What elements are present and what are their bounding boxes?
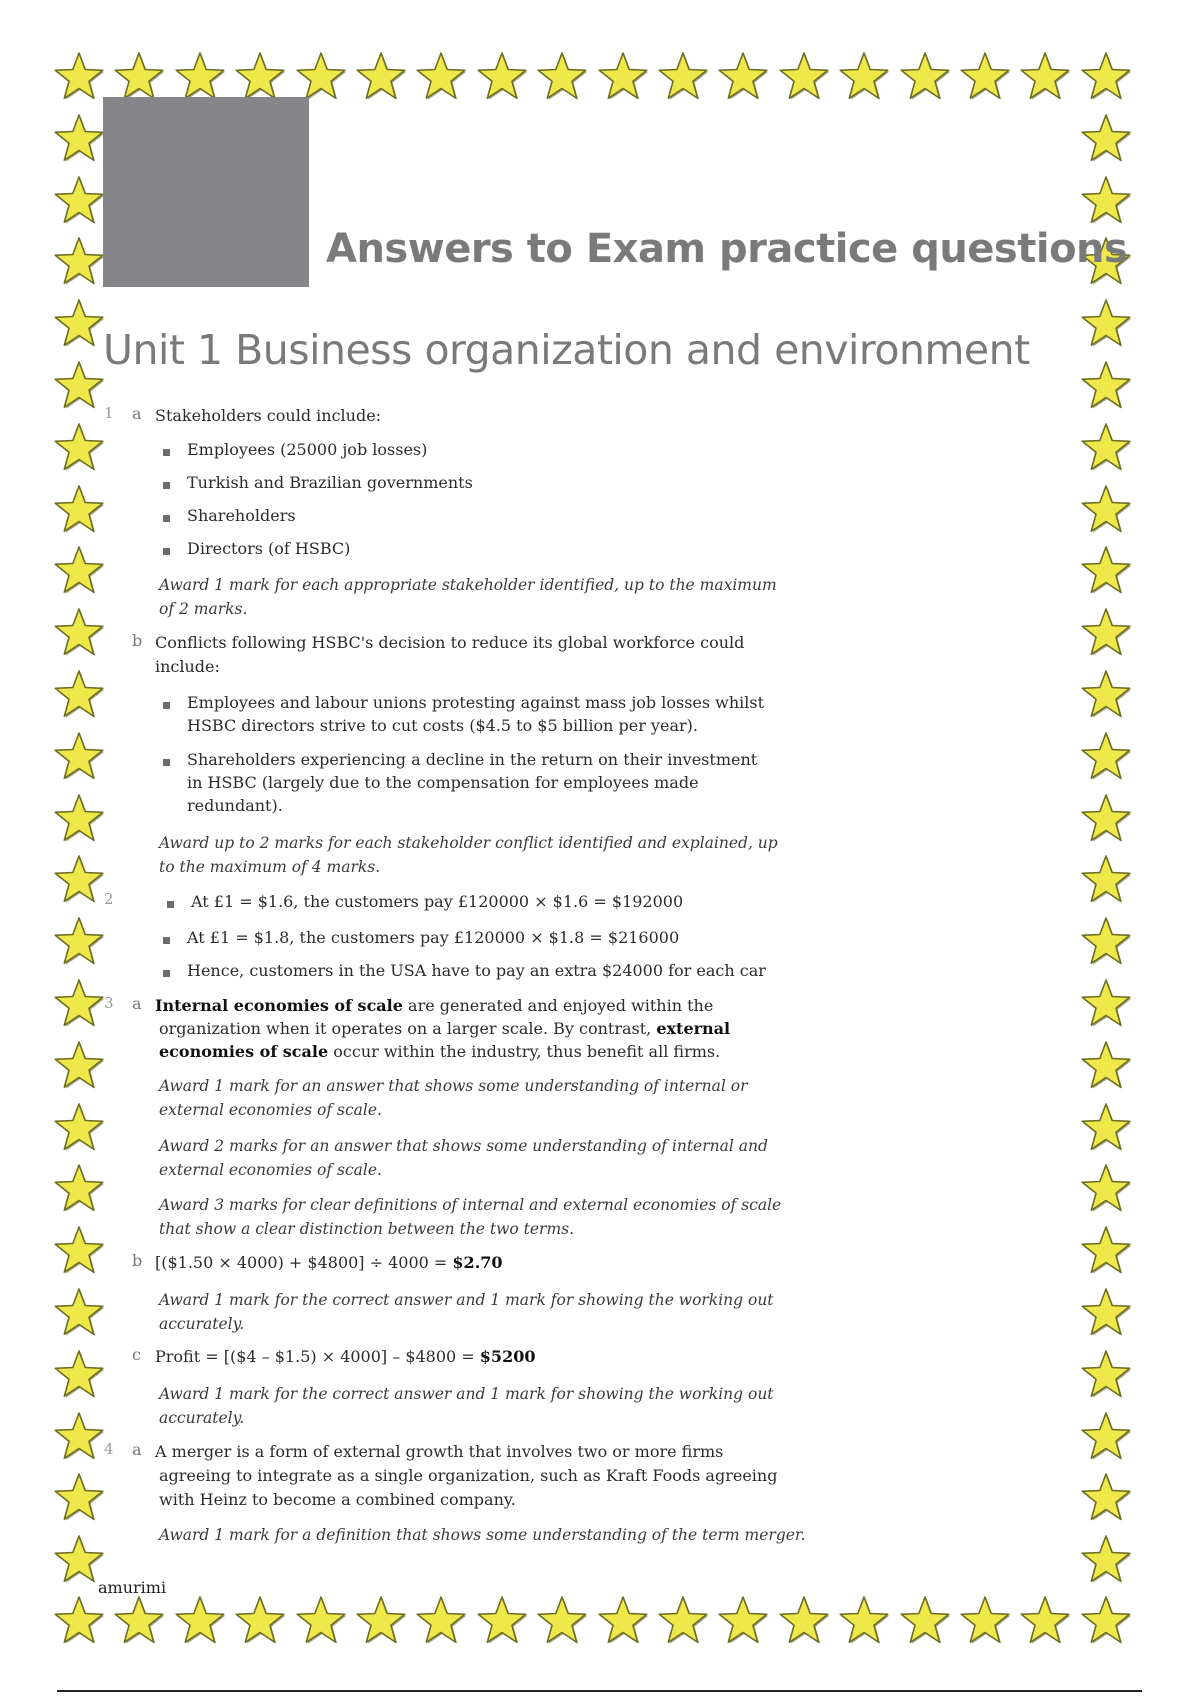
star-icon (1079, 668, 1133, 722)
star-icon (52, 544, 106, 598)
q4a-line: agreeing to integrate as a single organization, such as Kraft Foods agreeing (159, 1466, 778, 1485)
q1b-intro: include: (155, 657, 220, 676)
star-icon (52, 1224, 106, 1278)
star-icon (294, 50, 348, 104)
star-icon (535, 1594, 589, 1648)
star-icon (173, 1594, 227, 1648)
part-label-3c: c (132, 1345, 141, 1364)
star-icon (414, 1594, 468, 1648)
star-icon (535, 50, 589, 104)
marking-note: that show a clear distinction between the two terms. (159, 1220, 575, 1238)
q3a-line (159, 1040, 720, 1064)
q3b-answer: $2.70 (452, 1253, 503, 1272)
star-icon (294, 1594, 348, 1648)
marking-note: Award 1 mark for an answer that shows some understanding of internal or (159, 1077, 748, 1095)
q1b-bullet: redundant). (187, 796, 283, 815)
star-icon (173, 50, 227, 104)
star-icon (112, 50, 166, 104)
marking-note: Award 1 mark for each appropriate stakeholder identified, up to the maximum (159, 576, 777, 594)
term-internal-economies: Internal economies of scale (155, 996, 403, 1015)
star-icon (52, 421, 106, 475)
star-icon (898, 1594, 952, 1648)
star-icon (1079, 853, 1133, 907)
star-icon (52, 50, 106, 104)
marking-note: accurately. (159, 1315, 245, 1333)
star-icon (52, 1101, 106, 1155)
q3c-text: Profit = [($4 – $1.5) × 4000] – $4800 = (155, 1347, 480, 1366)
star-icon (1079, 483, 1133, 537)
marking-note: Award 1 mark for the correct answer and 1 mark for showing the working out (159, 1385, 774, 1403)
star-icon (52, 1348, 106, 1402)
star-icon (52, 174, 106, 228)
star-icon (1079, 792, 1133, 846)
star-icon (1079, 112, 1133, 166)
marking-note: to the maximum of 4 marks. (159, 858, 381, 876)
star-icon (656, 1594, 710, 1648)
bullet-marker (163, 759, 170, 766)
marking-note: external economies of scale. (159, 1101, 382, 1119)
star-icon (52, 977, 106, 1031)
q3c-calculation (155, 1345, 535, 1369)
part-label-1a: a (132, 404, 142, 423)
question-number-2: 2 (104, 890, 114, 908)
marking-note: Award up to 2 marks for each stakeholder conflict identified and explained, up (159, 834, 778, 852)
star-icon (1079, 1162, 1133, 1216)
star-icon (52, 1594, 106, 1648)
bullet-marker (163, 937, 170, 944)
star-icon (1079, 174, 1133, 228)
part-label-4a: a (132, 1440, 142, 1459)
star-icon (1079, 730, 1133, 784)
star-icon (52, 1162, 106, 1216)
author-name: amurimi (98, 1578, 167, 1597)
marking-note: accurately. (159, 1409, 245, 1427)
star-icon (52, 483, 106, 537)
star-icon (716, 1594, 770, 1648)
q1a-bullet: Directors (of HSBC) (187, 539, 351, 558)
page-bottom-rule (57, 1690, 1142, 1692)
q1a-intro: Stakeholders could include: (155, 406, 382, 425)
star-icon (52, 112, 106, 166)
star-icon (52, 915, 106, 969)
q3b-text: [($1.50 × 4000) + $4800] ÷ 4000 = (155, 1253, 453, 1272)
star-icon (1079, 606, 1133, 660)
star-icon (1079, 544, 1133, 598)
star-icon (475, 1594, 529, 1648)
q1b-bullet: Shareholders experiencing a decline in the return on their investment (187, 750, 758, 769)
star-icon (1079, 50, 1133, 104)
q4a-line: A merger is a form of external growth that involves two or more firms (155, 1442, 724, 1461)
star-icon (1079, 1471, 1133, 1525)
star-icon (1018, 50, 1072, 104)
q1a-bullet: Shareholders (187, 506, 296, 525)
star-icon (1079, 915, 1133, 969)
question-number-3: 3 (104, 994, 114, 1012)
part-label-1b: b (132, 631, 143, 650)
star-icon (777, 1594, 831, 1648)
term-external: external (656, 1019, 731, 1038)
bullet-marker (163, 702, 170, 709)
part-label-3b: b (132, 1251, 143, 1270)
star-icon (112, 1594, 166, 1648)
term-economies-of-scale: economies of scale (159, 1042, 329, 1061)
star-icon (958, 50, 1012, 104)
star-icon (1079, 1224, 1133, 1278)
star-icon (596, 1594, 650, 1648)
q1b-bullet: Employees and labour unions protesting against mass job losses whilst (187, 693, 765, 712)
q1a-bullet: Employees (25000 job losses) (187, 440, 428, 459)
q3a-text: occur within the industry, thus benefit all firms. (328, 1042, 721, 1061)
star-icon (1079, 1594, 1133, 1648)
marking-note: Award 1 mark for a definition that shows some understanding of the term merger. (159, 1526, 806, 1544)
star-icon (233, 50, 287, 104)
star-icon (1079, 1348, 1133, 1402)
star-icon (52, 792, 106, 846)
q3c-answer: $5200 (479, 1347, 536, 1366)
star-icon (52, 1471, 106, 1525)
star-icon (52, 1410, 106, 1464)
q3b-calculation (155, 1251, 503, 1275)
star-icon (475, 50, 529, 104)
question-number-1: 1 (104, 404, 114, 422)
q2-bullet: At £1 = $1.8, the customers pay £120000 × $1.8 = $216000 (187, 928, 680, 947)
star-icon (777, 50, 831, 104)
star-icon (1079, 1533, 1133, 1587)
star-icon (52, 359, 106, 413)
star-icon (958, 1594, 1012, 1648)
q3a-text: organization when it operates on a larger scale. By contrast, (159, 1019, 657, 1038)
bullet-marker (163, 548, 170, 555)
unit-title: Unit 1 Business organization and environment (103, 326, 1030, 374)
q1b-bullet: in HSBC (largely due to the compensation for employees made (187, 773, 699, 792)
star-icon (837, 1594, 891, 1648)
star-icon (52, 1039, 106, 1093)
q4a-line: with Heinz to become a combined company. (159, 1490, 516, 1509)
star-icon (52, 853, 106, 907)
marking-note: of 2 marks. (159, 600, 248, 618)
star-icon (656, 50, 710, 104)
star-icon (1079, 1410, 1133, 1464)
marking-note: external economies of scale. (159, 1161, 382, 1179)
star-icon (354, 50, 408, 104)
star-icon (52, 235, 106, 289)
star-icon (52, 606, 106, 660)
q3a-text: are generated and enjoyed within the (402, 996, 714, 1015)
star-icon (52, 297, 106, 351)
marking-note: Award 3 marks for clear definitions of internal and external economies of scale (159, 1196, 782, 1214)
bullet-marker (163, 515, 170, 522)
bullet-marker (167, 901, 174, 908)
star-icon (354, 1594, 408, 1648)
q3a-line (155, 994, 713, 1018)
star-icon (837, 50, 891, 104)
star-icon (716, 50, 770, 104)
q1a-bullet: Turkish and Brazilian governments (187, 473, 473, 492)
star-icon (414, 50, 468, 104)
q2-bullet: Hence, customers in the USA have to pay an extra $24000 for each car (187, 961, 766, 980)
star-icon (898, 50, 952, 104)
document-title: Answers to Exam practice questions (326, 226, 1128, 272)
star-icon (52, 730, 106, 784)
question-number-4: 4 (104, 1440, 114, 1458)
star-icon (52, 668, 106, 722)
q1b-bullet: HSBC directors strive to cut costs ($4.5 to $5 billion per year). (187, 716, 698, 735)
bullet-marker (163, 970, 170, 977)
bullet-marker (163, 449, 170, 456)
star-icon (52, 1286, 106, 1340)
marking-note: Award 1 mark for the correct answer and 1 mark for showing the working out (159, 1291, 774, 1309)
q2-bullet: At £1 = $1.6, the customers pay £120000 × $1.6 = $192000 (191, 892, 684, 911)
bullet-marker (163, 482, 170, 489)
star-icon (1079, 1101, 1133, 1155)
star-icon (233, 1594, 287, 1648)
marking-note: Award 2 marks for an answer that shows some understanding of internal and (159, 1137, 768, 1155)
star-icon (1079, 1286, 1133, 1340)
star-icon (1079, 1039, 1133, 1093)
q3a-line (159, 1017, 730, 1041)
header-image-placeholder (103, 97, 309, 287)
star-icon (1079, 977, 1133, 1031)
star-icon (1018, 1594, 1072, 1648)
part-label-3a: a (132, 994, 142, 1013)
star-icon (1079, 421, 1133, 475)
q1b-intro: Conflicts following HSBC's decision to reduce its global workforce could (155, 633, 745, 652)
star-icon (596, 50, 650, 104)
